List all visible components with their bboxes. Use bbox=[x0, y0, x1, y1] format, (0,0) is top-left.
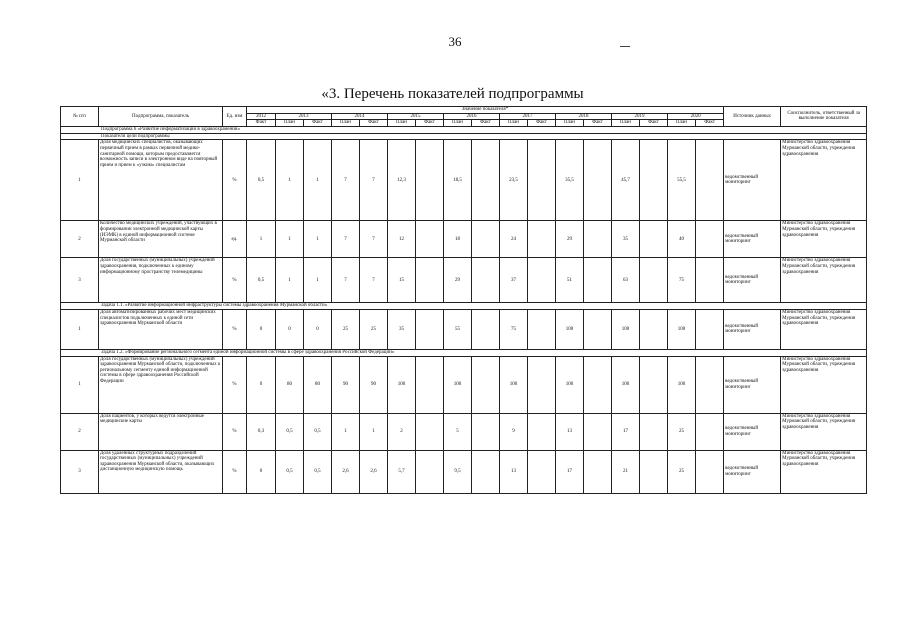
header-fact: Факт bbox=[528, 120, 556, 127]
value-cell: 18 bbox=[444, 221, 472, 258]
header-year: 2014 bbox=[332, 113, 388, 120]
value-cell bbox=[528, 140, 556, 221]
value-cell: 90 bbox=[332, 356, 360, 413]
responsible-cell: Министерство здравоохранения Мурманской области, учреждения здравоохранения bbox=[781, 450, 867, 493]
header-values-group: Значение показателя* bbox=[247, 107, 724, 114]
value-cell: 25 bbox=[332, 309, 360, 349]
indicator-name: Доля медицинских специалистов, оказывающих первичный прием в рамках первичной медико-санитарной помощи, которым предоставляется возможность записи в электронном виде на повторный прием и прием к «узким» специалистам bbox=[99, 140, 223, 221]
header-num: № п/п bbox=[61, 107, 99, 127]
unit-cell: % bbox=[223, 258, 247, 303]
source-cell: ведомственный мониторинг bbox=[724, 450, 781, 493]
value-cell bbox=[528, 221, 556, 258]
row-num: 2 bbox=[61, 221, 99, 258]
value-cell: 100 bbox=[612, 309, 640, 349]
source-cell: ведомственный мониторинг bbox=[724, 413, 781, 450]
value-cell: 17 bbox=[612, 413, 640, 450]
table-row bbox=[61, 309, 867, 349]
table-body bbox=[61, 126, 867, 493]
value-cell: 1 bbox=[304, 140, 332, 221]
value-cell bbox=[584, 450, 612, 493]
value-cell bbox=[416, 413, 444, 450]
value-cell bbox=[640, 413, 668, 450]
value-cell bbox=[696, 309, 724, 349]
value-cell: 35 bbox=[612, 221, 640, 258]
value-cell: 100 bbox=[388, 356, 416, 413]
indicator-name: Доля государственных (муниципальных) учреждений здравоохранения Мурманской области, подключенных к региональному сегменту единой информационной системы в сфере здравоохранения Российской Федерации bbox=[99, 356, 223, 413]
row-num: 3 bbox=[61, 258, 99, 303]
header-year: 2019 bbox=[612, 113, 668, 120]
table-row bbox=[61, 258, 867, 303]
unit-cell: % bbox=[223, 450, 247, 493]
value-cell: 100 bbox=[668, 309, 696, 349]
header-fact: Факт bbox=[304, 120, 332, 127]
value-cell: 0,5 bbox=[247, 140, 276, 221]
value-cell bbox=[696, 221, 724, 258]
value-cell: 7 bbox=[332, 258, 360, 303]
page-number: 36 bbox=[448, 34, 462, 49]
header-fact: Факт bbox=[416, 120, 444, 127]
header-fact: Факт bbox=[360, 120, 388, 127]
value-cell bbox=[640, 450, 668, 493]
value-cell bbox=[696, 413, 724, 450]
value-cell: 12,3 bbox=[388, 140, 416, 221]
value-cell bbox=[696, 140, 724, 221]
source-cell: ведомственный мониторинг bbox=[724, 221, 781, 258]
value-cell: 7 bbox=[360, 221, 388, 258]
header-fact: Факт bbox=[472, 120, 500, 127]
indicator-name: Доля пациентов, у которых ведутся электронные медицинские карты bbox=[99, 413, 223, 450]
value-cell: 25 bbox=[668, 450, 696, 493]
value-cell: 1 bbox=[360, 413, 388, 450]
value-cell bbox=[584, 140, 612, 221]
indicator-name: Доля автоматизированных рабочих мест медицинских специалистов подключенных к единой сети здравоохранения Мурманской области bbox=[99, 309, 223, 349]
goal-title-row bbox=[61, 133, 867, 140]
indicators-table bbox=[60, 106, 867, 494]
value-cell: 5 bbox=[444, 413, 472, 450]
header-year: 2013 bbox=[276, 113, 332, 120]
value-cell: 35 bbox=[388, 309, 416, 349]
value-cell: 40 bbox=[668, 221, 696, 258]
header-year: 2020 bbox=[668, 113, 724, 120]
value-cell: 0,5 bbox=[247, 258, 276, 303]
table-row bbox=[61, 450, 867, 493]
value-cell: 9 bbox=[500, 413, 528, 450]
value-cell: 80 bbox=[276, 356, 304, 413]
value-cell bbox=[584, 309, 612, 349]
value-cell bbox=[416, 258, 444, 303]
task1-title-row-text: Задача 1.1. «Развитие информационной инфраструктуры системы здравоохранения Мурманской области» bbox=[61, 303, 867, 310]
header-fact: Факт bbox=[696, 120, 724, 127]
value-cell: 24 bbox=[500, 221, 528, 258]
value-cell: 7 bbox=[332, 221, 360, 258]
value-cell bbox=[528, 413, 556, 450]
value-cell bbox=[472, 356, 500, 413]
value-cell: 100 bbox=[500, 356, 528, 413]
header-year: 2015 bbox=[388, 113, 444, 120]
value-cell: 1 bbox=[276, 221, 304, 258]
value-cell: 2,6 bbox=[332, 450, 360, 493]
value-cell bbox=[416, 140, 444, 221]
value-cell bbox=[640, 258, 668, 303]
header-fact: Факт bbox=[247, 120, 276, 127]
value-cell: 0,5 bbox=[276, 450, 304, 493]
value-cell: 7 bbox=[360, 258, 388, 303]
value-cell: 90 bbox=[360, 356, 388, 413]
program-title-row-text: Подпрограмма 6 «Развитие информатизации в здравоохранении» bbox=[61, 126, 867, 133]
header-fact: Факт bbox=[584, 120, 612, 127]
value-cell: 45,7 bbox=[612, 140, 640, 221]
value-cell: 13 bbox=[556, 413, 584, 450]
unit-cell: % bbox=[223, 356, 247, 413]
value-cell bbox=[584, 413, 612, 450]
value-cell: 1 bbox=[276, 258, 304, 303]
header-plan: План bbox=[612, 120, 640, 127]
value-cell: 100 bbox=[612, 356, 640, 413]
value-cell bbox=[584, 356, 612, 413]
header-plan: План bbox=[388, 120, 416, 127]
value-cell bbox=[416, 356, 444, 413]
value-cell: 25 bbox=[668, 413, 696, 450]
value-cell bbox=[640, 221, 668, 258]
source-cell: ведомственный мониторинг bbox=[724, 140, 781, 221]
value-cell: 9,5 bbox=[444, 450, 472, 493]
page-dash-mark bbox=[620, 46, 630, 47]
value-cell bbox=[416, 221, 444, 258]
header-plan: План bbox=[500, 120, 528, 127]
value-cell bbox=[416, 309, 444, 349]
unit-cell: % bbox=[223, 413, 247, 450]
table-row bbox=[61, 413, 867, 450]
value-cell: 7 bbox=[332, 140, 360, 221]
value-cell bbox=[472, 140, 500, 221]
value-cell bbox=[584, 221, 612, 258]
value-cell: 51 bbox=[556, 258, 584, 303]
value-cell: 0 bbox=[247, 309, 276, 349]
responsible-cell: Министерство здравоохранения Мурманской области, учреждения здравоохранения bbox=[781, 140, 867, 221]
value-cell: 0,5 bbox=[304, 413, 332, 450]
value-cell: 5,7 bbox=[388, 450, 416, 493]
responsible-cell: Министерство здравоохранения Мурманской области, учреждения здравоохранения bbox=[781, 309, 867, 349]
header-plan: План bbox=[276, 120, 304, 127]
value-cell bbox=[696, 258, 724, 303]
value-cell: 17 bbox=[556, 450, 584, 493]
value-cell bbox=[472, 221, 500, 258]
value-cell bbox=[528, 450, 556, 493]
value-cell: 0,3 bbox=[247, 413, 276, 450]
responsible-cell: Министерство здравоохранения Мурманской области, учреждения здравоохранения bbox=[781, 221, 867, 258]
responsible-cell: Министерство здравоохранения Мурманской области, учреждения здравоохранения bbox=[781, 356, 867, 413]
header-source: Источник данных bbox=[724, 107, 781, 127]
indicator-name: Доля удаленных структурных подразделений государственных (муниципальных) учреждений здравоохранения Мурманской области, оказывающих дистанционную медицинскую помощь bbox=[99, 450, 223, 493]
value-cell bbox=[696, 450, 724, 493]
unit-cell: % bbox=[223, 140, 247, 221]
value-cell: 1 bbox=[304, 258, 332, 303]
responsible-cell: Министерство здравоохранения Мурманской области, учреждения здравоохранения bbox=[781, 413, 867, 450]
value-cell: 23,5 bbox=[500, 140, 528, 221]
value-cell: 0,5 bbox=[276, 413, 304, 450]
value-cell: 29 bbox=[444, 258, 472, 303]
table-header bbox=[61, 107, 867, 127]
header-fact: Факт bbox=[640, 120, 668, 127]
value-cell: 2,6 bbox=[360, 450, 388, 493]
value-cell bbox=[640, 356, 668, 413]
source-cell: ведомственный мониторинг bbox=[724, 309, 781, 349]
program-title-row bbox=[61, 126, 867, 133]
value-cell bbox=[640, 140, 668, 221]
value-cell: 35,5 bbox=[556, 140, 584, 221]
value-cell bbox=[528, 258, 556, 303]
value-cell: 1 bbox=[332, 413, 360, 450]
header-plan: План bbox=[444, 120, 472, 127]
value-cell bbox=[472, 309, 500, 349]
header-plan: План bbox=[668, 120, 696, 127]
table-row bbox=[61, 356, 867, 413]
source-cell: ведомственный мониторинг bbox=[724, 356, 781, 413]
source-cell: ведомственный мониторинг bbox=[724, 258, 781, 303]
task2-title-row-text: Задача 1.2. «Формирование регионального сегмента единой информационной системы в сфере здравоохранения Российской Федерации» bbox=[61, 349, 867, 356]
value-cell bbox=[416, 450, 444, 493]
task1-title-row bbox=[61, 303, 867, 310]
header-name: Подпрограмма, показатель bbox=[99, 107, 223, 127]
table-row bbox=[61, 221, 867, 258]
value-cell bbox=[472, 258, 500, 303]
value-cell: 1 bbox=[304, 221, 332, 258]
value-cell bbox=[472, 450, 500, 493]
header-plan: План bbox=[332, 120, 360, 127]
value-cell bbox=[640, 309, 668, 349]
value-cell: 15 bbox=[388, 258, 416, 303]
value-cell: 18,5 bbox=[444, 140, 472, 221]
indicator-name: Доля государственных (муниципальных) учреждений здравоохранения, подключенных к единому информационному пространству телемедицины bbox=[99, 258, 223, 303]
value-cell bbox=[528, 356, 556, 413]
header-year: 2012 bbox=[247, 113, 276, 120]
value-cell: 2 bbox=[388, 413, 416, 450]
table-row bbox=[61, 140, 867, 221]
value-cell: 0 bbox=[247, 356, 276, 413]
header-year: 2018 bbox=[556, 113, 612, 120]
header-year: 2017 bbox=[500, 113, 556, 120]
value-cell: 1 bbox=[247, 221, 276, 258]
value-cell: 25 bbox=[360, 309, 388, 349]
value-cell: 55,5 bbox=[668, 140, 696, 221]
value-cell: 12 bbox=[388, 221, 416, 258]
row-num: 1 bbox=[61, 356, 99, 413]
header-year: 2016 bbox=[444, 113, 500, 120]
value-cell: 75 bbox=[500, 309, 528, 349]
value-cell: 100 bbox=[556, 309, 584, 349]
value-cell: 21 bbox=[612, 450, 640, 493]
task2-title-row bbox=[61, 349, 867, 356]
value-cell: 1 bbox=[276, 140, 304, 221]
header-responsible: Соисполнитель, ответственный за выполнение показателя bbox=[781, 107, 867, 127]
value-cell: 0,5 bbox=[304, 450, 332, 493]
header-plan: План bbox=[556, 120, 584, 127]
indicator-name: Количество медицинских учреждений, участвующих в формировании электронной медицинской карты (ИЭМК) в единой информационной системе Мурманской области bbox=[99, 221, 223, 258]
value-cell bbox=[528, 309, 556, 349]
goal-title-row-text: Показатели цели подпрограммы bbox=[61, 133, 867, 140]
value-cell bbox=[584, 258, 612, 303]
value-cell: 0 bbox=[276, 309, 304, 349]
value-cell: 7 bbox=[360, 140, 388, 221]
row-num: 1 bbox=[61, 140, 99, 221]
value-cell bbox=[472, 413, 500, 450]
row-num: 1 bbox=[61, 309, 99, 349]
header-unit: Ед. изм bbox=[223, 107, 247, 127]
value-cell: 80 bbox=[304, 356, 332, 413]
document-title: «3. Перечень показателей подпрограммы bbox=[321, 86, 584, 102]
value-cell: 37 bbox=[500, 258, 528, 303]
value-cell: 0 bbox=[247, 450, 276, 493]
value-cell: 13 bbox=[500, 450, 528, 493]
value-cell: 55 bbox=[444, 309, 472, 349]
row-num: 2 bbox=[61, 413, 99, 450]
value-cell: 100 bbox=[444, 356, 472, 413]
unit-cell: ед. bbox=[223, 221, 247, 258]
value-cell: 63 bbox=[612, 258, 640, 303]
row-num: 3 bbox=[61, 450, 99, 493]
value-cell: 29 bbox=[556, 221, 584, 258]
value-cell bbox=[696, 356, 724, 413]
value-cell: 100 bbox=[668, 356, 696, 413]
value-cell: 75 bbox=[668, 258, 696, 303]
value-cell: 100 bbox=[556, 356, 584, 413]
value-cell: 0 bbox=[304, 309, 332, 349]
responsible-cell: Министерство здравоохранения Мурманской области, учреждения здравоохранения bbox=[781, 258, 867, 303]
unit-cell: % bbox=[223, 309, 247, 349]
